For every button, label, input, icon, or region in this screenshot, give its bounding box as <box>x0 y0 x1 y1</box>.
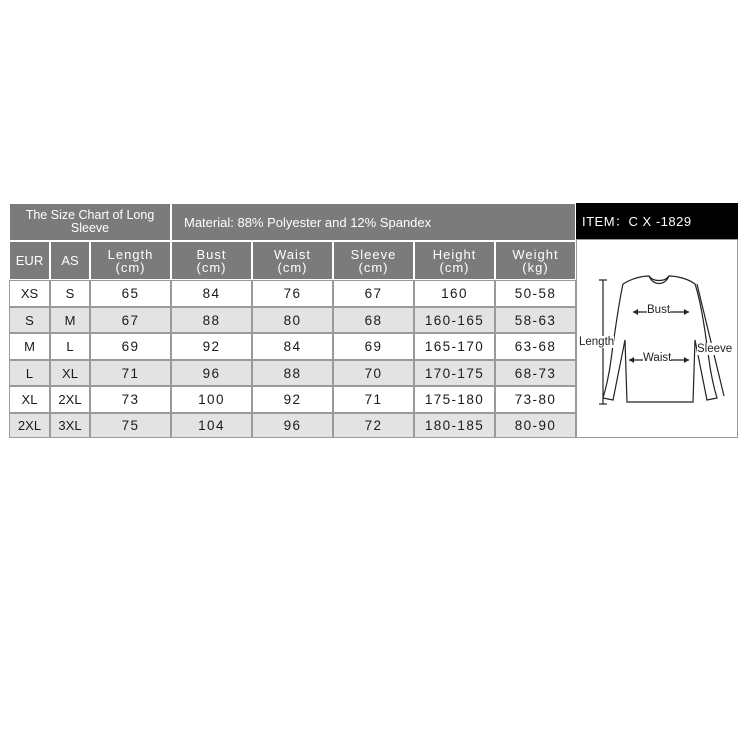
table-cell: 160-165 <box>414 307 495 333</box>
table-cell: 100 <box>171 386 252 413</box>
column-header: EUR <box>9 241 50 280</box>
table-cell: 68-73 <box>495 360 576 386</box>
table-cell: 84 <box>171 280 252 307</box>
table-cell: 80 <box>252 307 333 333</box>
table-cell: 96 <box>252 413 333 438</box>
column-header: Bust (cm) <box>171 241 252 280</box>
table-cell: 73-80 <box>495 386 576 413</box>
table-cell: 73 <box>90 386 171 413</box>
table-cell: 2XL <box>50 386 90 413</box>
table-cell: 92 <box>171 333 252 360</box>
table-cell: 88 <box>171 307 252 333</box>
table-cell: 71 <box>333 386 414 413</box>
table-cell: 63-68 <box>495 333 576 360</box>
table-cell: 58-63 <box>495 307 576 333</box>
column-header: Sleeve (cm) <box>333 241 414 280</box>
table-cell: 84 <box>252 333 333 360</box>
table-cell: 96 <box>171 360 252 386</box>
shirt-diagram <box>576 239 738 438</box>
table-cell: 160 <box>414 280 495 307</box>
table-cell: XL <box>50 360 90 386</box>
table-cell: M <box>9 333 50 360</box>
table-cell: L <box>9 360 50 386</box>
table-cell: L <box>50 333 90 360</box>
table-cell: 67 <box>90 307 171 333</box>
table-cell: 88 <box>252 360 333 386</box>
table-cell: S <box>50 280 90 307</box>
item-code: ITEM：C X -1829 <box>576 203 738 240</box>
column-header: Waist (cm) <box>252 241 333 280</box>
table-cell: 72 <box>333 413 414 438</box>
column-header: Height (cm) <box>414 241 495 280</box>
table-cell: 104 <box>171 413 252 438</box>
table-cell: 71 <box>90 360 171 386</box>
table-cell: 75 <box>90 413 171 438</box>
table-cell: 67 <box>333 280 414 307</box>
table-cell: XL <box>9 386 50 413</box>
table-cell: 92 <box>252 386 333 413</box>
bust-label: Bust <box>647 304 671 316</box>
column-header: Weight (kg) <box>495 241 576 280</box>
table-cell: 80-90 <box>495 413 576 438</box>
table-cell: 3XL <box>50 413 90 438</box>
table-cell: 2XL <box>9 413 50 438</box>
table-cell: 170-175 <box>414 360 495 386</box>
column-header: AS <box>50 241 90 280</box>
table-cell: 65 <box>90 280 171 307</box>
chart-title: The Size Chart of Long Sleeve <box>9 203 171 241</box>
material-label: Material: 88% Polyester and 12% Spandex <box>171 203 576 241</box>
table-cell: 69 <box>90 333 171 360</box>
table-cell: 50-58 <box>495 280 576 307</box>
waist-label: Waist <box>643 352 672 364</box>
table-cell: S <box>9 307 50 333</box>
table-cell: 76 <box>252 280 333 307</box>
table-cell: 175-180 <box>414 386 495 413</box>
length-label: Length <box>579 336 615 348</box>
sleeve-label: Sleeve <box>697 343 733 355</box>
table-cell: 165-170 <box>414 333 495 360</box>
table-cell: 180-185 <box>414 413 495 438</box>
table-cell: XS <box>9 280 50 307</box>
size-chart <box>9 203 738 438</box>
table-cell: 69 <box>333 333 414 360</box>
table-cell: M <box>50 307 90 333</box>
column-header: Length (cm) <box>90 241 171 280</box>
table-cell: 70 <box>333 360 414 386</box>
table-cell: 68 <box>333 307 414 333</box>
